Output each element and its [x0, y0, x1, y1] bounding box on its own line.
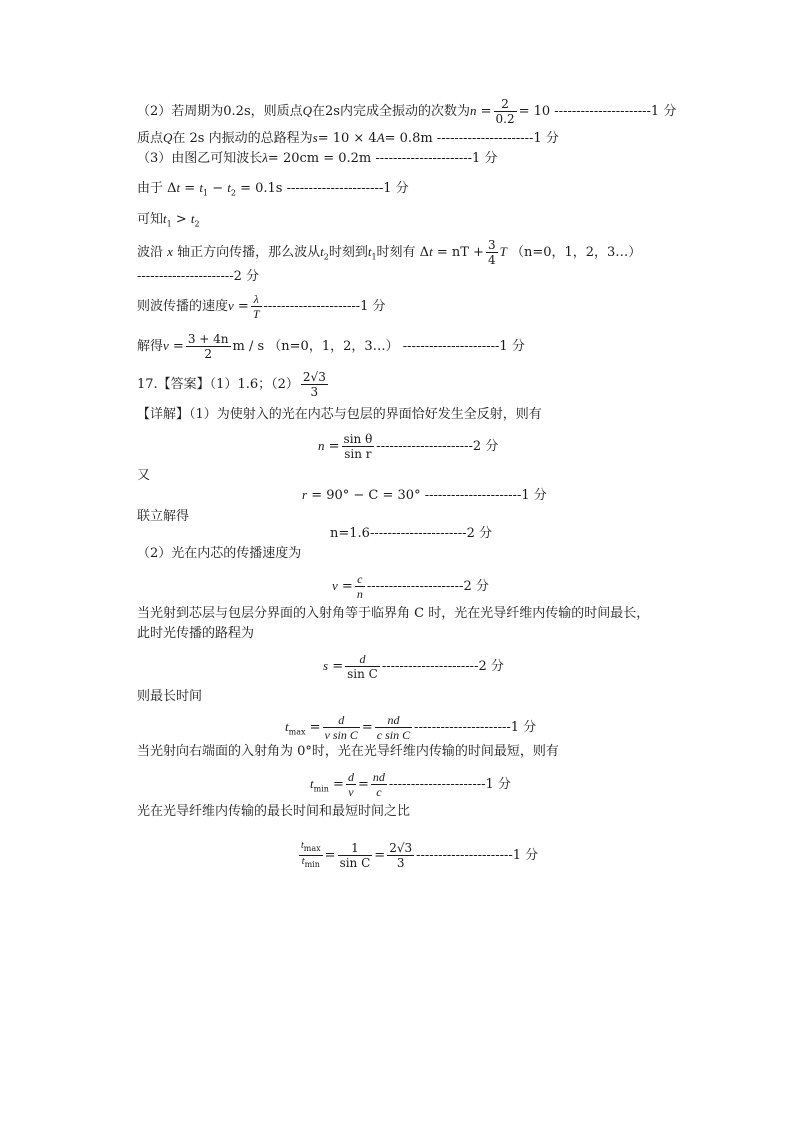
fraction: $\frac{d}{v}$ [347, 770, 354, 799]
fraction: $\frac{3 + 4n}{2}$ [187, 332, 229, 361]
fraction: $\frac{\lambda}{T}$ [252, 292, 260, 321]
line-total-path: 质点Q在 2s 内振动的总路程为s= 10 × 4A= 0.8m ----------------------1 分 [137, 130, 559, 146]
line-speed-solution: 解得v = $\frac{3 + 4n}{2}$ m / s （n=0，1，2，3…） ----------------------1 分 [137, 332, 525, 361]
line-max-time-intro: 则最长时间 [137, 689, 203, 704]
line-combine: 联立解得 [137, 509, 190, 524]
fraction: $\frac{\text{sin θ}}{\text{sin r}}$ [343, 432, 373, 461]
fraction: $\frac{2√3}{3}$ [389, 841, 413, 870]
line-period-count: （2）若周期为0.2s，则质点Q在2s内完成全振动的次数为n = $\frac{2}{0.2}$ = 10 ----------------------1 分 [137, 97, 677, 126]
line-t1-gt-t2: 可知$t_1 > t_2$ [137, 211, 200, 229]
fraction: $\frac{t_{max}}{t_{min}}$ [301, 840, 321, 869]
line-wave-speed: 则波传播的速度v = $\frac{\lambda}{T}$ ----------------------1 分 [137, 292, 386, 321]
line-refraction-index: n = $\frac{\text{sin θ}}{\text{sin r}}$ ----------------------2 分 [318, 432, 499, 461]
line-propagation-direction: 波沿 x 轴正方向传播，那么波从$t_2$时刻到$t_1$时刻有 Δt = nT + $\frac{3}{4}$ T （n=0，1，2，3…） [137, 238, 642, 267]
line-detail-intro: 【详解】（1）为使射入的光在内芯与包层的界面恰好发生全反射，则有 [137, 407, 542, 422]
fraction: $\frac{c}{n}$ [356, 572, 363, 601]
fraction: $\frac{2}{0.2}$ [495, 97, 515, 126]
fraction: $\frac{nd}{\text{c sin C}}$ [376, 713, 411, 742]
fraction: $\frac{nd}{c}$ [372, 770, 385, 799]
line-critical-angle: 当光射到芯层与包层分界面的入射角等于临界角 C 时，光在光导纤维内传输的时间最长， [137, 606, 650, 621]
line-core-speed-intro: （2）光在内芯的传播速度为 [137, 546, 302, 561]
line-delta-t: 由于 $\Delta t = t_1 - t_2 = 0.1s$ ----------------------1 分 [137, 180, 409, 198]
fraction: $\frac{1}{\text{sin C}}$ [339, 841, 371, 870]
line-path-intro: 此时光传播的路程为 [137, 626, 255, 641]
line-angle-r: r = 90° − C = 30° ----------------------1 分 [302, 487, 547, 503]
line-and: 又 [137, 468, 151, 483]
line-score-2: ----------------------2 分 [137, 269, 260, 284]
line-t-min: $t_{min}$ = $\frac{d}{v}$ = $\frac{nd}{c}$ ----------------------1 分 [310, 770, 511, 799]
line-n-result: n=1.6----------------------2 分 [330, 526, 492, 541]
fraction: $\frac{d}{\text{sin C}}$ [347, 652, 378, 681]
line-wavelength: （3）由图乙可知波长λ= 20cm = 0.2m ----------------------1 分 [137, 150, 498, 166]
fraction: $\frac{2√3}{3}$ [302, 370, 326, 399]
fraction: $\frac{3}{4}$ [487, 238, 496, 267]
line-min-time-intro: 当光射向右端面的入射角为 0°时，光在光导纤维内传输的时间最短，则有 [137, 744, 559, 759]
line-ratio-intro: 光在光导纤维内传输的最长时间和最短时间之比 [137, 804, 411, 819]
line-answer-17: 17.【答案】（1）1.6；（2） $\frac{2√3}{3}$ [137, 370, 326, 399]
line-time-ratio: $\frac{t_{max}}{t_{min}}$ = $\frac{1}{\text{sin C}}$ = $\frac{2√3}{3}$ ----------------------1 分 [301, 840, 539, 870]
line-core-speed: v = $\frac{c}{n}$ ----------------------2 分 [332, 572, 489, 601]
fraction: $\frac{d}{\text{v sin C}}$ [324, 713, 358, 742]
line-path: s = $\frac{d}{\text{sin C}}$ ----------------------2 分 [323, 652, 504, 681]
line-t-max: $t_{max}$ = $\frac{d}{\text{v sin C}}$ = $\frac{nd}{\text{c sin C}}$ ----------------------1 分 [285, 713, 537, 742]
